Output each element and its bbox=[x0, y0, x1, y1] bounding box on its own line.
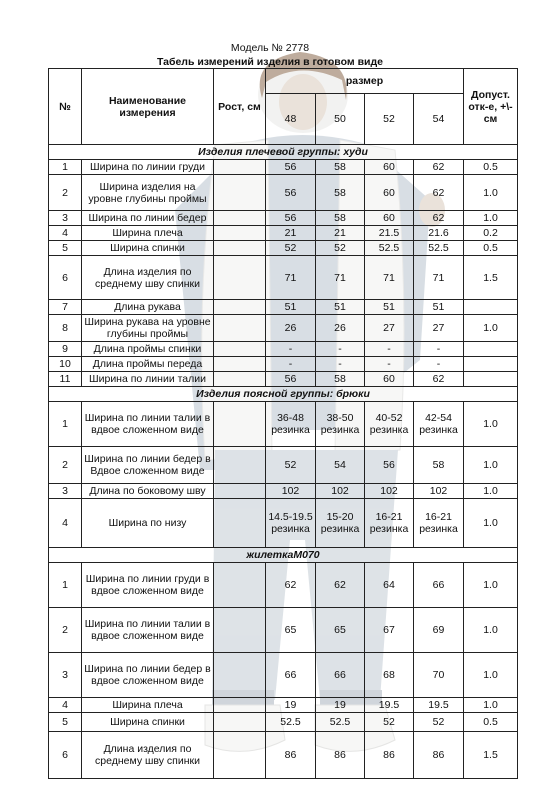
measurement-name: Длина по боковому шву bbox=[82, 484, 214, 499]
tolerance-value bbox=[464, 372, 518, 387]
size-value: 62 bbox=[266, 563, 316, 608]
measurement-name: Длина изделия по среднему шву спинки bbox=[82, 732, 214, 779]
size-value: 52.5 bbox=[316, 713, 365, 732]
size-value: 52 bbox=[414, 713, 464, 732]
tolerance-value bbox=[464, 300, 518, 315]
tolerance-value: 1.0 bbox=[464, 484, 518, 499]
size-value: 51 bbox=[414, 300, 464, 315]
tolerance-value: 1.0 bbox=[464, 563, 518, 608]
size-value: 56 bbox=[266, 211, 316, 226]
row-number: 11 bbox=[49, 372, 82, 387]
measurement-name: Ширина по линии талии в вдвое сложенном виде bbox=[82, 608, 214, 653]
height-cell bbox=[214, 447, 266, 484]
size-value: - bbox=[266, 342, 316, 357]
height-cell bbox=[214, 499, 266, 548]
size-value: 60 bbox=[365, 372, 414, 387]
measurement-table bbox=[48, 68, 518, 779]
size-value: 60 bbox=[365, 160, 414, 175]
table-row bbox=[49, 402, 518, 447]
measurement-name: Ширина спинки bbox=[82, 713, 214, 732]
section-title: жилеткаМ070 bbox=[49, 548, 518, 563]
size-value: 52.5 bbox=[414, 241, 464, 256]
size-value: 71 bbox=[414, 256, 464, 300]
table-row bbox=[49, 226, 518, 241]
size-value: 60 bbox=[365, 211, 414, 226]
height-cell bbox=[214, 300, 266, 315]
table-header-row bbox=[49, 69, 518, 94]
size-value: - bbox=[316, 342, 365, 357]
size-value: 86 bbox=[414, 732, 464, 779]
table-row bbox=[49, 211, 518, 226]
size-value: 36-48 резинка bbox=[266, 402, 316, 447]
size-value: 58 bbox=[316, 160, 365, 175]
size-value: 66 bbox=[266, 653, 316, 698]
size-value: 70 bbox=[414, 653, 464, 698]
height-cell bbox=[214, 342, 266, 357]
size-value: 86 bbox=[365, 732, 414, 779]
row-number: 4 bbox=[49, 698, 82, 713]
size-value: 19.5 bbox=[414, 698, 464, 713]
tolerance-value: 1.0 bbox=[464, 499, 518, 548]
tolerance-value: 1.0 bbox=[464, 653, 518, 698]
size-value: - bbox=[365, 342, 414, 357]
measurement-name: Ширина спинки bbox=[82, 241, 214, 256]
size-value: 26 bbox=[266, 315, 316, 342]
tolerance-value: 1.0 bbox=[464, 315, 518, 342]
row-number: 4 bbox=[49, 226, 82, 241]
size-value: 56 bbox=[266, 372, 316, 387]
tolerance-value: 1.0 bbox=[464, 175, 518, 211]
size-value: - bbox=[365, 357, 414, 372]
height-cell bbox=[214, 211, 266, 226]
size-value: 51 bbox=[266, 300, 316, 315]
size-value: 58 bbox=[414, 447, 464, 484]
row-number: 5 bbox=[49, 241, 82, 256]
size-value: 52.5 bbox=[365, 241, 414, 256]
size-value: 102 bbox=[365, 484, 414, 499]
row-number: 6 bbox=[49, 256, 82, 300]
size-value: 54 bbox=[316, 447, 365, 484]
size-value: 86 bbox=[266, 732, 316, 779]
table-row bbox=[49, 563, 518, 608]
tolerance-value: 1.5 bbox=[464, 732, 518, 779]
height-cell bbox=[214, 563, 266, 608]
table-row bbox=[49, 342, 518, 357]
size-value: 67 bbox=[365, 608, 414, 653]
row-number: 4 bbox=[49, 499, 82, 548]
row-number: 1 bbox=[49, 563, 82, 608]
height-cell bbox=[214, 357, 266, 372]
size-value: 58 bbox=[316, 175, 365, 211]
size-value: 71 bbox=[266, 256, 316, 300]
size-value: - bbox=[266, 357, 316, 372]
size-value: 64 bbox=[365, 563, 414, 608]
size-54: 54 bbox=[414, 94, 464, 145]
col-header-height: Рост, см bbox=[214, 69, 266, 145]
size-value: 16-21 резинка bbox=[414, 499, 464, 548]
size-value: 27 bbox=[365, 315, 414, 342]
height-cell bbox=[214, 713, 266, 732]
section-vest bbox=[49, 548, 518, 779]
height-cell bbox=[214, 698, 266, 713]
col-header-name: Наименование измерения bbox=[82, 69, 214, 145]
measurement-name: Ширина изделия на уровне глубины проймы bbox=[82, 175, 214, 211]
row-number: 3 bbox=[49, 211, 82, 226]
table-row bbox=[49, 175, 518, 211]
height-cell bbox=[214, 175, 266, 211]
size-value: - bbox=[414, 342, 464, 357]
size-value: 38-50 резинка bbox=[316, 402, 365, 447]
measurement-name: Ширина по низу bbox=[82, 499, 214, 548]
table-row bbox=[49, 372, 518, 387]
size-value: 69 bbox=[414, 608, 464, 653]
tolerance-value: 1.0 bbox=[464, 402, 518, 447]
measurement-name: Ширина плеча bbox=[82, 226, 214, 241]
row-number: 9 bbox=[49, 342, 82, 357]
height-cell bbox=[214, 226, 266, 241]
table-row bbox=[49, 499, 518, 548]
measurement-name: Длина проймы переда bbox=[82, 357, 214, 372]
section-title-row bbox=[49, 387, 518, 402]
measurement-name: Ширина плеча bbox=[82, 698, 214, 713]
row-number: 6 bbox=[49, 732, 82, 779]
table-row bbox=[49, 653, 518, 698]
height-cell bbox=[214, 315, 266, 342]
height-cell bbox=[214, 608, 266, 653]
size-value: 56 bbox=[266, 160, 316, 175]
table-row bbox=[49, 484, 518, 499]
row-number: 1 bbox=[49, 160, 82, 175]
tolerance-value: 1.0 bbox=[464, 698, 518, 713]
table-row bbox=[49, 241, 518, 256]
measurement-name: Длина изделия по среднему шву спинки bbox=[82, 256, 214, 300]
table-row bbox=[49, 300, 518, 315]
row-number: 7 bbox=[49, 300, 82, 315]
size-value: 27 bbox=[414, 315, 464, 342]
size-value: 19 bbox=[266, 698, 316, 713]
row-number: 3 bbox=[49, 484, 82, 499]
row-number: 2 bbox=[49, 608, 82, 653]
tolerance-value: 0.2 bbox=[464, 226, 518, 241]
size-value: 52 bbox=[365, 713, 414, 732]
size-value: 62 bbox=[414, 211, 464, 226]
tolerance-value: 0.5 bbox=[464, 713, 518, 732]
measurement-name: Ширина по линии бедер в вдвое сложенном виде bbox=[82, 653, 214, 698]
size-value: 66 bbox=[414, 563, 464, 608]
section-shoulder-group bbox=[49, 145, 518, 387]
size-value: 19 bbox=[316, 698, 365, 713]
table-row bbox=[49, 608, 518, 653]
size-value: 56 bbox=[365, 447, 414, 484]
size-value: 62 bbox=[316, 563, 365, 608]
size-value: 60 bbox=[365, 175, 414, 211]
table-row bbox=[49, 447, 518, 484]
col-header-number: № bbox=[49, 69, 82, 145]
height-cell bbox=[214, 256, 266, 300]
size-value: 52 bbox=[266, 447, 316, 484]
size-value: 56 bbox=[266, 175, 316, 211]
size-value: 15-20 резинка bbox=[316, 499, 365, 548]
height-cell bbox=[214, 732, 266, 779]
size-value: 14.5-19.5 резинка bbox=[266, 499, 316, 548]
table-row bbox=[49, 315, 518, 342]
table-row bbox=[49, 256, 518, 300]
row-number: 2 bbox=[49, 175, 82, 211]
size-value: 65 bbox=[266, 608, 316, 653]
section-title-row bbox=[49, 548, 518, 563]
height-cell bbox=[214, 160, 266, 175]
row-number: 3 bbox=[49, 653, 82, 698]
size-value: 21 bbox=[266, 226, 316, 241]
size-value: 71 bbox=[365, 256, 414, 300]
size-value: 62 bbox=[414, 160, 464, 175]
tolerance-value bbox=[464, 357, 518, 372]
model-number: Модель № 2778 bbox=[230, 42, 310, 54]
table-row bbox=[49, 713, 518, 732]
size-value: 21 bbox=[316, 226, 365, 241]
size-value: - bbox=[316, 357, 365, 372]
section-title: Изделия поясной группы: брюки bbox=[49, 387, 518, 402]
col-header-size: размер bbox=[266, 69, 464, 94]
size-value: 62 bbox=[414, 175, 464, 211]
measurement-name: Ширина по линии груди bbox=[82, 160, 214, 175]
table-row bbox=[49, 357, 518, 372]
size-value: 58 bbox=[316, 372, 365, 387]
tolerance-value bbox=[464, 342, 518, 357]
size-value: 58 bbox=[316, 211, 365, 226]
measurement-name: Длина проймы спинки bbox=[82, 342, 214, 357]
height-cell bbox=[214, 402, 266, 447]
row-number: 2 bbox=[49, 447, 82, 484]
size-value: 102 bbox=[414, 484, 464, 499]
measurement-name: Ширина по линии талии bbox=[82, 372, 214, 387]
section-title-row bbox=[49, 145, 518, 160]
height-cell bbox=[214, 484, 266, 499]
size-value: 42-54 резинка bbox=[414, 402, 464, 447]
size-value: 86 bbox=[316, 732, 365, 779]
section-title: Изделия плечевой группы: худи bbox=[49, 145, 518, 160]
section-waist-group bbox=[49, 387, 518, 548]
tolerance-value: 0.5 bbox=[464, 160, 518, 175]
size-value: 51 bbox=[365, 300, 414, 315]
size-value: 65 bbox=[316, 608, 365, 653]
size-value: - bbox=[414, 357, 464, 372]
tolerance-value: 1.0 bbox=[464, 211, 518, 226]
measurement-name: Ширина рукава на уровне глубины проймы bbox=[82, 315, 214, 342]
table-row bbox=[49, 160, 518, 175]
size-value: 21.6 bbox=[414, 226, 464, 241]
table-row bbox=[49, 732, 518, 779]
size-value: 51 bbox=[316, 300, 365, 315]
measurement-name: Ширина по линии бедер bbox=[82, 211, 214, 226]
tolerance-value: 1.0 bbox=[464, 608, 518, 653]
size-value: 19.5 bbox=[365, 698, 414, 713]
size-value: 26 bbox=[316, 315, 365, 342]
row-number: 8 bbox=[49, 315, 82, 342]
height-cell bbox=[214, 241, 266, 256]
size-value: 68 bbox=[365, 653, 414, 698]
size-50: 50 bbox=[316, 94, 365, 145]
row-number: 10 bbox=[49, 357, 82, 372]
size-value: 66 bbox=[316, 653, 365, 698]
measurement-name: Ширина по линии талии в вдвое сложенном виде bbox=[82, 402, 214, 447]
col-header-tolerance: Допуст. отк-е, +\-см bbox=[464, 69, 518, 145]
size-value: 52.5 bbox=[266, 713, 316, 732]
row-number: 1 bbox=[49, 402, 82, 447]
measurement-name: Ширина по линии груди в вдвое сложенном виде bbox=[82, 563, 214, 608]
size-value: 62 bbox=[414, 372, 464, 387]
tolerance-value: 1.0 bbox=[464, 447, 518, 484]
document-title: Табель измерений изделия в готовом виде bbox=[156, 56, 384, 68]
measurement-name: Ширина по линии бедер в Вдвое сложенном виде bbox=[82, 447, 214, 484]
height-cell bbox=[214, 653, 266, 698]
measurement-name: Длина рукава bbox=[82, 300, 214, 315]
size-value: 102 bbox=[316, 484, 365, 499]
size-value: 40-52 резинка bbox=[365, 402, 414, 447]
tolerance-value: 1.5 bbox=[464, 256, 518, 300]
size-value: 52 bbox=[266, 241, 316, 256]
size-value: 52 bbox=[316, 241, 365, 256]
tolerance-value: 0.5 bbox=[464, 241, 518, 256]
size-48: 48 bbox=[266, 94, 316, 145]
size-value: 71 bbox=[316, 256, 365, 300]
height-cell bbox=[214, 372, 266, 387]
size-value: 21.5 bbox=[365, 226, 414, 241]
size-value: 102 bbox=[266, 484, 316, 499]
row-number: 5 bbox=[49, 713, 82, 732]
size-52: 52 bbox=[365, 94, 414, 145]
size-value: 16-21 резинка bbox=[365, 499, 414, 548]
table-row bbox=[49, 698, 518, 713]
